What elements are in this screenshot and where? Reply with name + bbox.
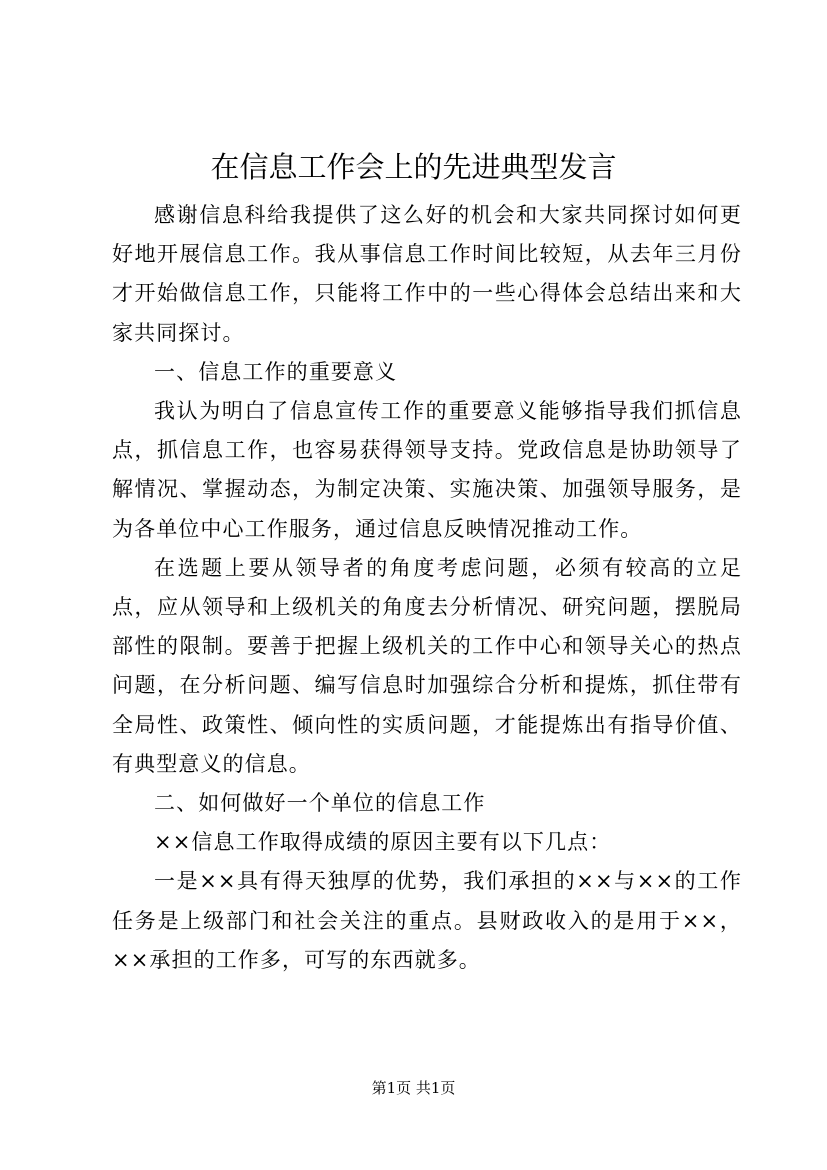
section-heading-2: 二、如何做好一个单位的信息工作 (154, 791, 486, 816)
paragraph-reason-one: 一是××具有得天独厚的优势，我们承担的××与××的工作任务是上级部门和社会关注的重点。县财政收入的是用于××，××承担的工作多，可写的东西就多。 (112, 869, 742, 972)
document-body (112, 196, 742, 980)
paragraph-topic-selection: 在选题上要从领导者的角度考虑问题，必须有较高的立足点，应从领导和上级机关的角度去分析情况、研究问题，摆脱局部性的限制。要善于把握上级机关的工作中心和领导关心的热点问题，在分析问题、编写信息时加强综合分析和提炼，抓住带有全局性、政策性、倾向性的实质问题，才能提炼出有指导价值、有典型意义的信息。 (112, 555, 742, 776)
paragraph-intro: 感谢信息科给我提供了这么好的机会和大家共同探讨如何更好地开展信息工作。我从事信息工作时间比较短，从去年三月份才开始做信息工作，只能将工作中的一些心得体会总结出来和大家共同探讨。 (112, 203, 742, 345)
section-heading-1: 一、信息工作的重要意义 (154, 359, 398, 384)
paragraph-importance: 我认为明白了信息宣传工作的重要意义能够指导我们抓信息点，抓信息工作，也容易获得领导支持。党政信息是协助领导了解情况、掌握动态，为制定决策、实施决策、加强领导服务，是为各单位中心工作服务，通过信息反映情况推动工作。 (112, 399, 742, 541)
document-title: 在信息工作会上的先进典型发言 (210, 150, 617, 184)
page-number-footer: 第1页 共1页 (371, 1079, 456, 1097)
paragraph-reasons: ××信息工作取得成绩的原因主要有以下几点： (154, 830, 612, 855)
